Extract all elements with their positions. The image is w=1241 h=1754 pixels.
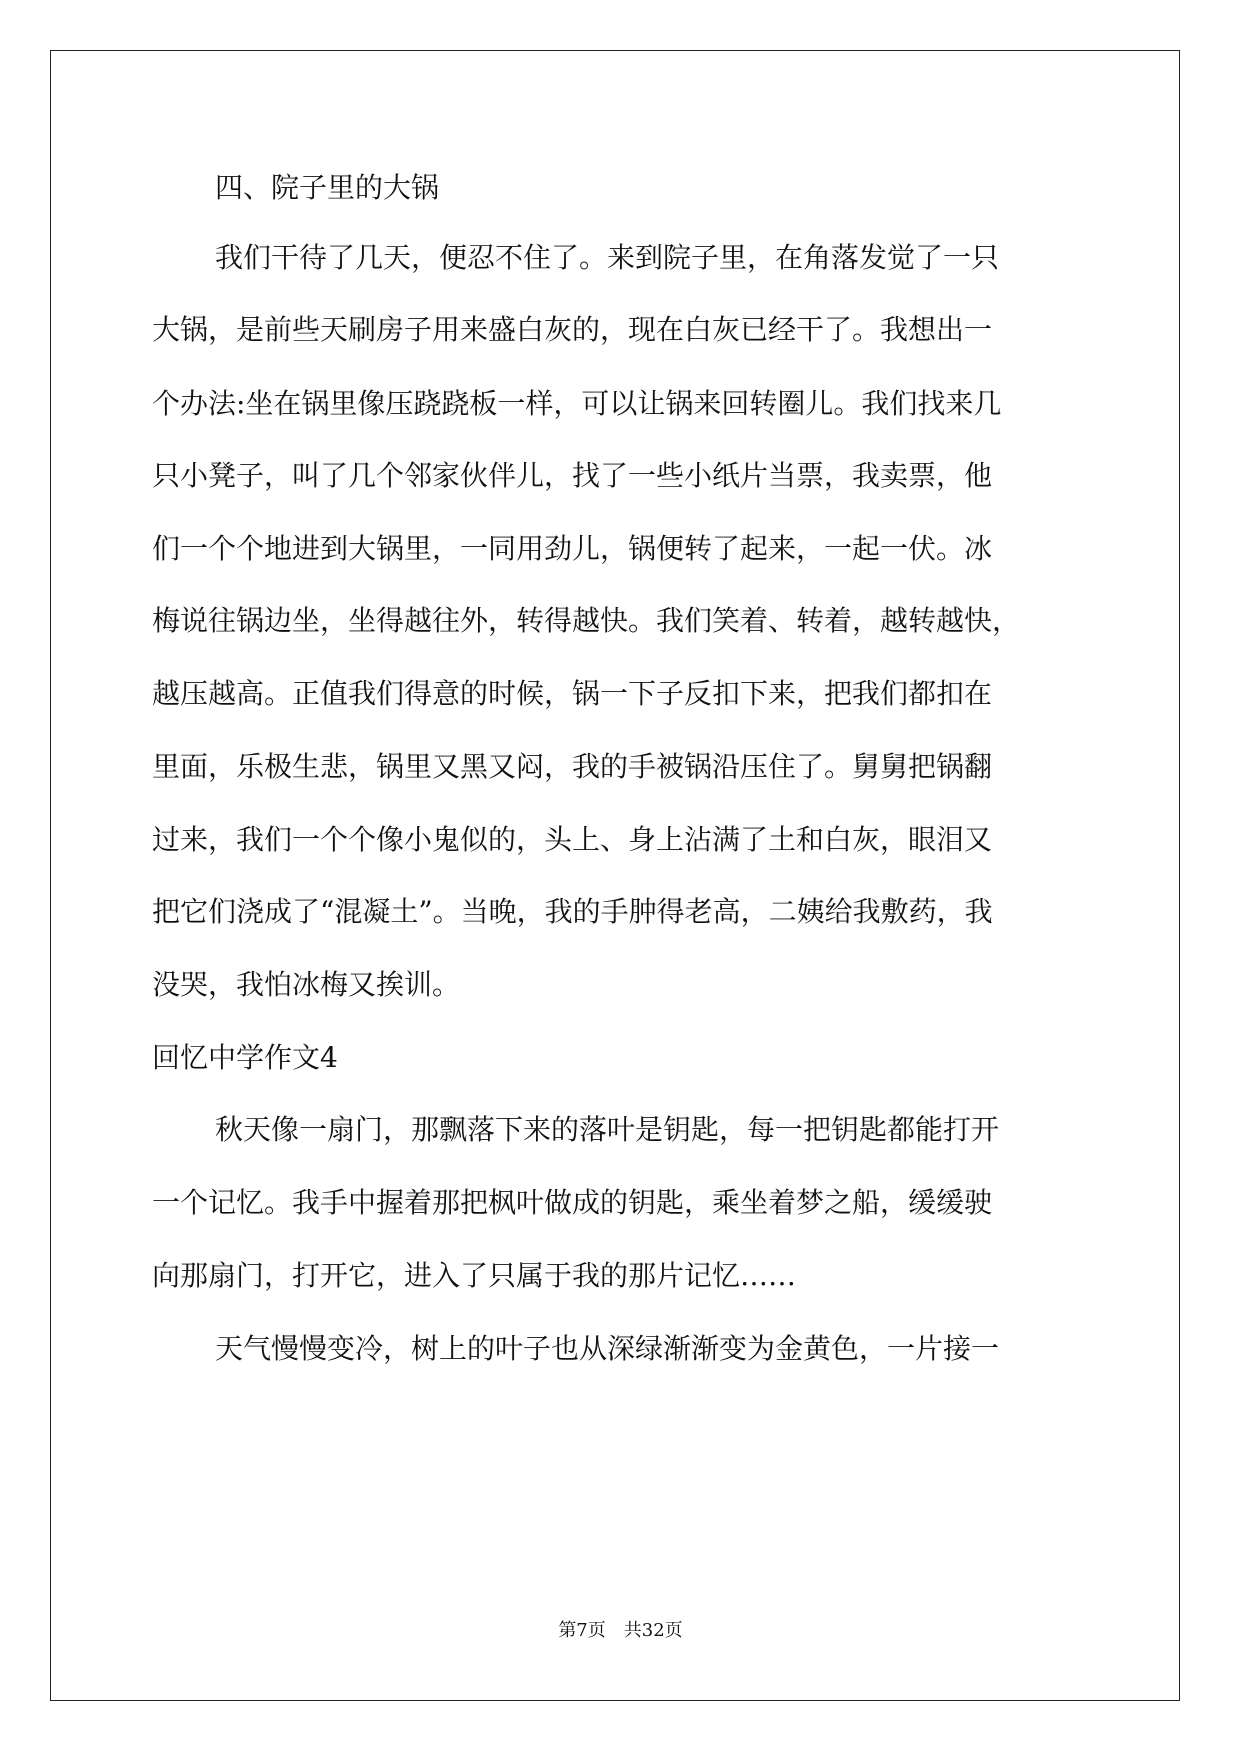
- paragraph-line: 秋天像一扇门，那飘落下来的落叶是钥匙，每一把钥匙都能打开: [215, 1113, 1000, 1146]
- paragraph-line: 没哭，我怕冰梅又挨训。: [152, 968, 461, 1001]
- paragraph-line: 过来，我们一个个像小鬼似的，头上、身上沾满了土和白灰，眼泪又: [152, 823, 993, 856]
- paragraph-line: 一个记忆。我手中握着那把枫叶做成的钥匙，乘坐着梦之船，缓缓驶: [152, 1186, 993, 1219]
- page-border: [50, 50, 1180, 1701]
- paragraph-line: 梅说往锅边坐，坐得越往外，转得越快。我们笑着、转着，越转越快，: [152, 604, 1021, 637]
- paragraph-line: 们一个个地进到大锅里，一同用劲儿，锅便转了起来，一起一伏。冰: [152, 532, 993, 565]
- paragraph-line: 天气慢慢变冷，树上的叶子也从深绿渐渐变为金黄色，一片接一: [215, 1332, 1000, 1365]
- section-heading: 四、院子里的大锅: [215, 171, 440, 204]
- article-title: 回忆中学作文4: [152, 1041, 338, 1074]
- paragraph-line: 越压越高。正值我们得意的时候，锅一下子反扣下来，把我们都扣在: [152, 677, 993, 710]
- paragraph-line: 我们干待了几天，便忍不住了。来到院子里，在角落发觉了一只: [215, 241, 1000, 274]
- paragraph-line: 里面，乐极生悲，锅里又黑又闷，我的手被锅沿压住了。舅舅把锅翻: [152, 750, 993, 783]
- paragraph-line: 个办法:坐在锅里像压跷跷板一样，可以让锅来回转圈儿。我们找来几: [152, 387, 1002, 420]
- paragraph-line: 把它们浇成了“混凝土”。当晚，我的手肿得老高，二姨给我敷药，我: [152, 895, 993, 928]
- page-number: 第7页 共32页: [558, 1620, 683, 1641]
- paragraph-line: 大锅，是前些天刷房子用来盛白灰的，现在白灰已经干了。我想出一: [152, 313, 993, 346]
- paragraph-line: 向那扇门，打开它，进入了只属于我的那片记忆……: [152, 1259, 797, 1292]
- paragraph-line: 只小凳子，叫了几个邻家伙伴儿，找了一些小纸片当票，我卖票，他: [152, 459, 993, 492]
